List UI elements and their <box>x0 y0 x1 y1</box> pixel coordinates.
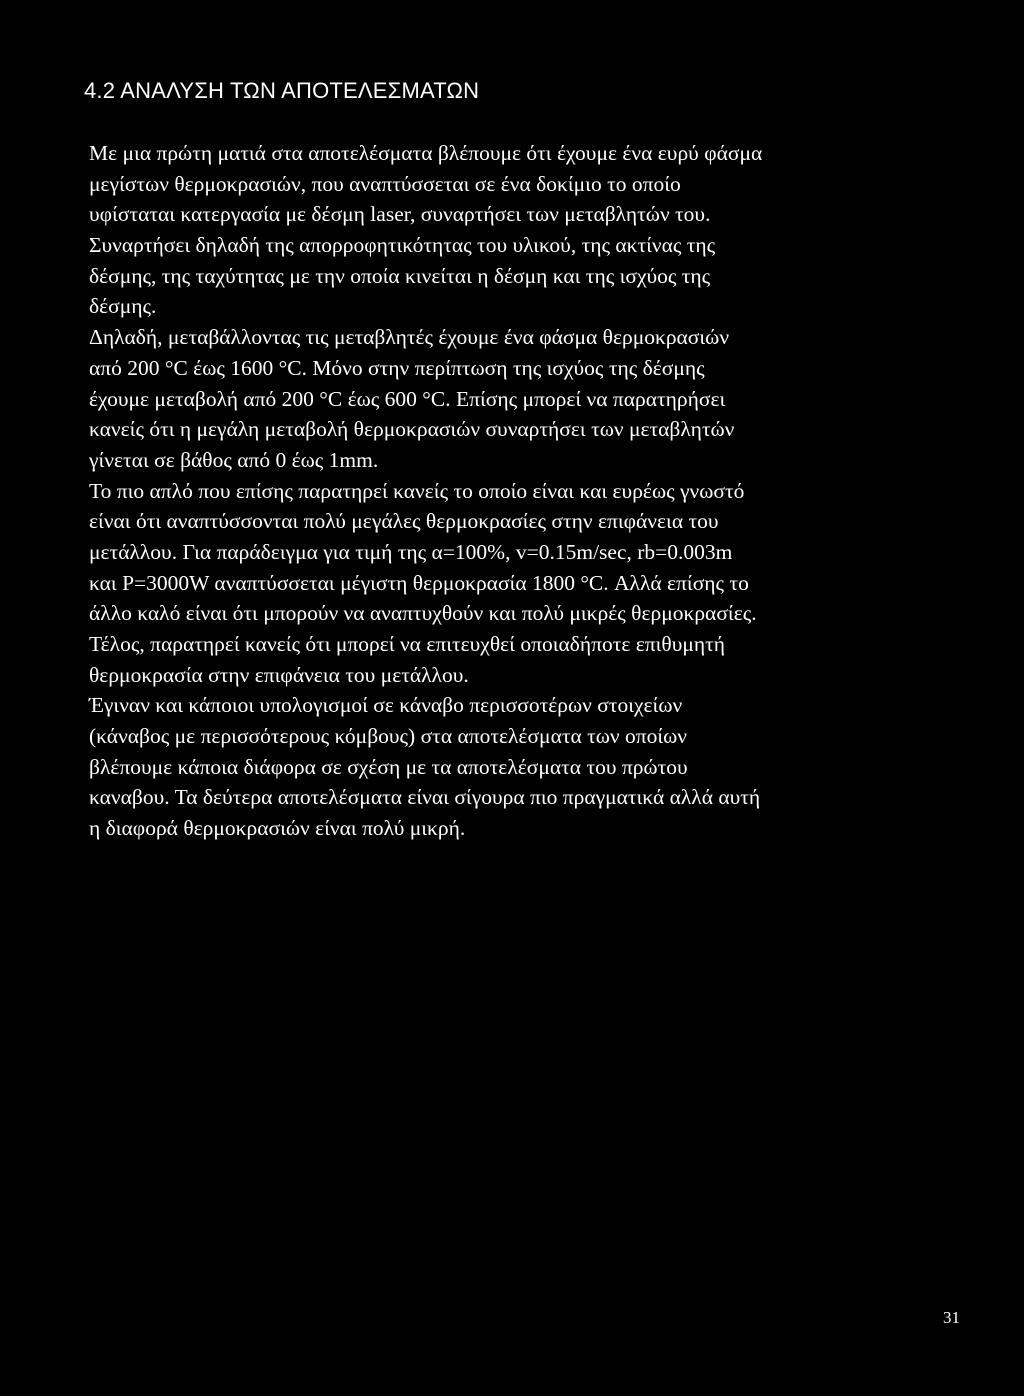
text-line: είναι ότι αναπτύσσονται πολύ μεγάλες θερμοκρασίες στην επιφάνεια του <box>89 509 719 534</box>
text-line: υφίσταται κατεργασία με δέσμη laser, συναρτήσει των μεταβλητών του. <box>89 202 711 227</box>
text-line: Δηλαδή, μεταβάλλοντας τις μεταβλητές έχουμε ένα φάσμα θερμοκρασιών <box>89 325 730 350</box>
text-line: Τέλος, παρατηρεί κανείς ότι μπορεί να επιτευχθεί οποιαδήποτε επιθυμητή <box>89 632 726 656</box>
text-line: Έγιναν και κάποιοι υπολογισμοί σε κάναβο περισσοτέρων στοιχείων <box>89 693 683 718</box>
page-number: 31 <box>943 1308 960 1327</box>
text-line: κανείς ότι η μεγάλη μεταβολή θερμοκρασιών συναρτήσει των μεταβλητών <box>89 417 735 442</box>
text-line: μετάλλου. Για παράδειγμα για τιμή της α=100%, v=0.15m/sec, rb=0.003m <box>89 539 733 564</box>
text-line: μεγίστων θερμοκρασιών, που αναπτύσσεται σε ένα δοκίμιο το οποίο <box>89 171 681 196</box>
text-line: θερμοκρασία στην επιφάνεια του μετάλλου. <box>89 662 469 687</box>
text-line: βλέπουμε κάποια διάφορα σε σχέση με τα αποτελέσματα του πρώτου <box>89 754 688 779</box>
text-line: γίνεται σε βάθος από 0 έως 1mm. <box>89 447 379 472</box>
body-text <box>89 138 955 844</box>
text-line: Συναρτήσει δηλαδή της απορροφητικότητας του υλικού, της ακτίνας της <box>89 233 716 258</box>
text-line: δέσμης. <box>89 294 157 319</box>
text-line: Με μια πρώτη ματιά στα αποτελέσματα βλέπουμε ότι έχουμε ένα ευρύ φάσμα <box>89 141 763 165</box>
text-line: η διαφορά θερμοκρασιών είναι πολύ μικρή. <box>89 816 466 841</box>
text-line: άλλο καλό είναι ότι μπορούν να αναπτυχθούν και πολύ μικρές θερμοκρασίες. <box>89 601 757 626</box>
text-line: από 200 °C έως 1600 °C. Μόνο στην περίπτωση της ισχύος της δέσμης <box>89 355 705 380</box>
text-line: δέσμης, της ταχύτητας με την οποία κινείται η δέσμη και της ισχύος της <box>89 263 711 288</box>
text-line: Το πιο απλό που επίσης παρατηρεί κανείς το οποίο είναι και ευρέως γνωστό <box>89 478 745 503</box>
text-line: έχουμε μεταβολή από 200 °C έως 600 °C. Επίσης μπορεί να παρατηρήσει <box>89 386 726 411</box>
text-line: και P=3000W αναπτύσσεται μέγιστη θερμοκρασία 1800 °C. Αλλά επίσης το <box>89 570 749 595</box>
text-line: (κάναβος με περισσότερους κόμβους) στα αποτελέσματα των οποίων <box>89 724 688 749</box>
section-heading: 4.2 ΑΝΑΛΥΣΗ ΤΩΝ ΑΠΟΤΕΛΕΣΜΑΤΩΝ <box>84 78 480 103</box>
text-line: καναβου. Τα δεύτερα αποτελέσματα είναι σίγουρα πιο πραγματικά αλλά αυτή <box>89 785 761 810</box>
